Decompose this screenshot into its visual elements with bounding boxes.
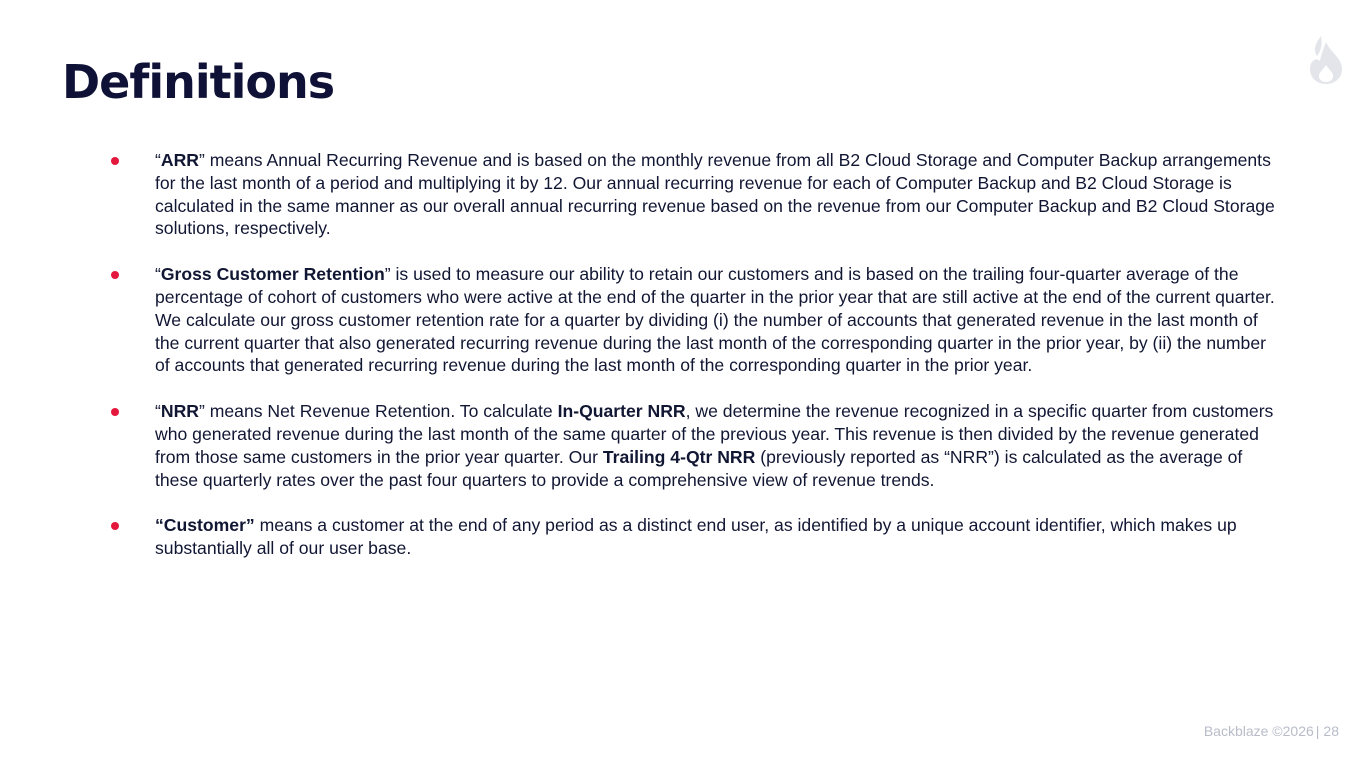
- close-quote: ”: [198, 401, 205, 422]
- definition-text: (previously reported as “NRR”) is calculated as the average of these quarterly rates over the past four quarters to provide a comprehensive view of revenue trends.: [155, 446, 1243, 490]
- definition-nrr: [108, 400, 1280, 491]
- bullet-icon: [111, 271, 119, 279]
- definition-arr: [108, 149, 1280, 240]
- open-quote: “: [155, 401, 161, 422]
- bullet-icon: [111, 408, 119, 416]
- term-in-quarter-nrr: In-Quarter NRR: [557, 401, 686, 422]
- page-number: 28: [1323, 723, 1339, 739]
- definition-text: means Net Revenue Retention. To calculate: [204, 401, 558, 422]
- footer: [1204, 723, 1339, 739]
- definition-text: means Annual Recurring Revenue and is based on the monthly revenue from all B2 Cloud Storage and Computer Backup arrangements for the last month of a period and multiplying it by 12. Our annual recurring revenue for each of Computer Backup and B2 Cloud Storage is calculated in the same manner as our overall annual recurring revenue based on the revenue from our Computer Backup and B2 Cloud Storage solutions, respectively.: [155, 150, 1275, 239]
- backblaze-flame-icon: [1308, 34, 1344, 86]
- term-trailing-4-qtr-nrr: Trailing 4-Qtr NRR: [602, 446, 756, 467]
- definition-text: is used to measure our ability to retain our customers and is based on the trailing four-quarter average of the percentage of cohort of customers who were active at the end of the quarter in the prior year that are still active at the end of the current quarter. We calculate our gross customer retention rate for a quarter by dividing (i) the number of accounts that generated revenue in the last month of the current quarter that also generated recurring revenue during the last month of the corresponding quarter in the prior year, by (ii) the number of accounts that generated recurring revenue during the last month of the corresponding quarter in the prior year.: [155, 264, 1275, 376]
- term-customer: “Customer”: [155, 515, 255, 536]
- open-quote: “: [155, 150, 161, 170]
- close-quote: ”: [198, 150, 205, 170]
- bullet-icon: [111, 522, 119, 530]
- footer-separator: |: [1315, 723, 1320, 739]
- page-title: Definitions: [62, 55, 335, 109]
- term-arr: ARR: [160, 150, 199, 170]
- footer-brand: Backblaze ©2026: [1203, 723, 1314, 739]
- open-quote: “: [155, 264, 161, 285]
- definitions-list: [108, 149, 1280, 583]
- term-nrr: NRR: [160, 401, 199, 422]
- definition-customer: [108, 514, 1280, 560]
- definition-text: means a customer at the end of any period as a distinct end user, as identified by a unique account identifier, which makes up substantially all of our user base.: [155, 515, 1237, 559]
- definition-text: , we determine the revenue recognized in a specific quarter from customers who generated revenue during the last month of the same quarter of the previous year. This revenue is then divided by the revenue generated from those same customers in the prior year quarter. Our: [155, 401, 1274, 467]
- term-gross-customer-retention: Gross Customer Retention: [160, 264, 385, 285]
- bullet-icon: [111, 157, 119, 165]
- definition-gross-customer-retention: [108, 263, 1280, 377]
- close-quote: ”: [384, 264, 391, 285]
